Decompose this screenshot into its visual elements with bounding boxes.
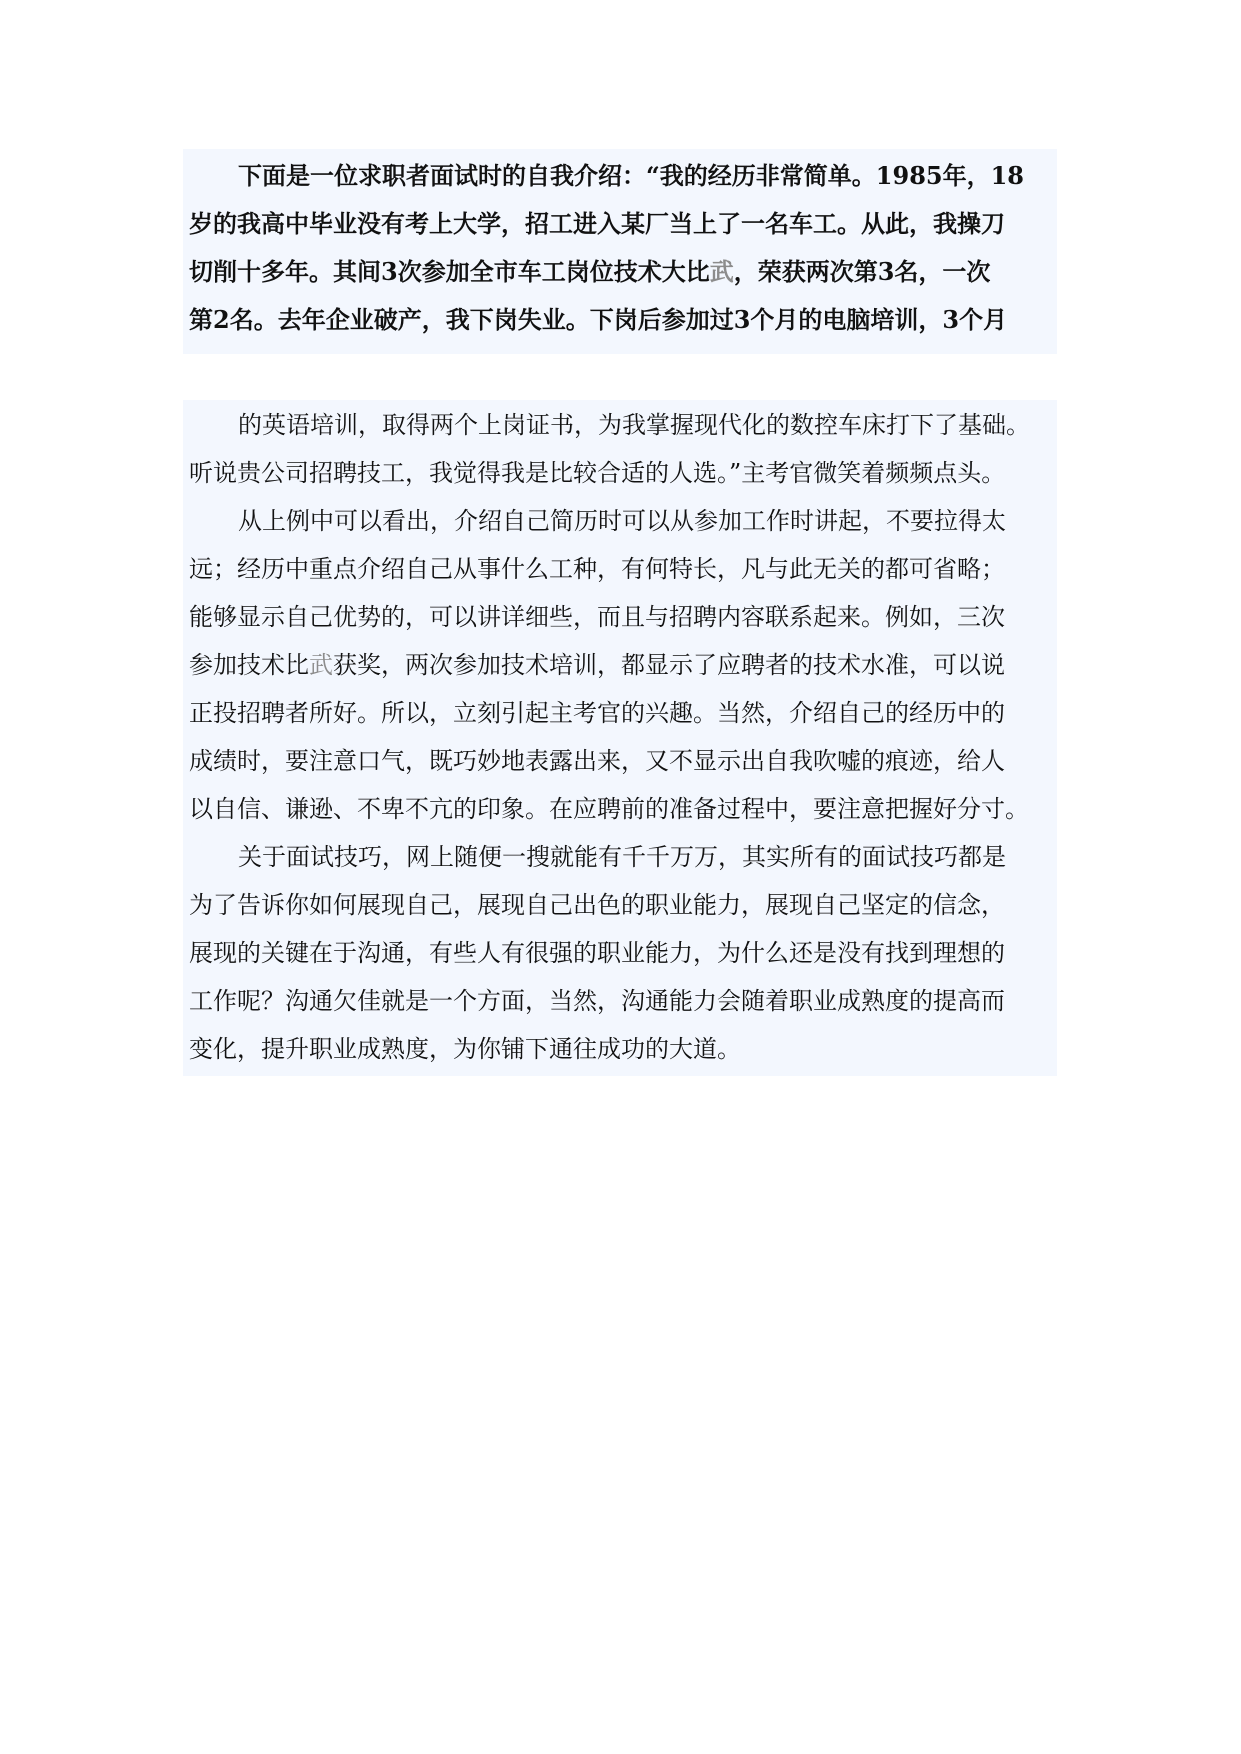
- paragraph-line: 以自信、谦逊、不卑不亢的印象。在应聘前的准备过程中，要注意把握好分寸。: [189, 795, 1029, 823]
- paragraph-line: 正投招聘者所好。所以，立刻引起主考官的兴趣。当然，介绍自己的经历中的: [189, 699, 1005, 727]
- paragraph-line: 关于面试技巧，网上随便一搜就能有千千万万，其实所有的面试技巧都是: [238, 843, 1006, 871]
- text-segment: 参加技术比: [189, 651, 309, 679]
- paragraph-line: 变化，提升职业成熟度，为你铺下通往成功的大道。: [189, 1035, 741, 1063]
- paragraph-line: 为了告诉你如何展现自己，展现自己出色的职业能力，展现自己坚定的信念，: [189, 891, 1005, 919]
- paragraph-line: 听说贵公司招聘技工，我觉得我是比较合适的人选。”主考官微笑着频频点头。: [189, 459, 1006, 487]
- paragraph-line: 第2名。去年企业破产，我下岗失业。下岗后参加过3个月的电脑培训，3个月: [189, 305, 1008, 334]
- paragraph-line: 能够显示自己优势的，可以讲详细些，而且与招聘内容联系起来。例如，三次: [189, 603, 1005, 631]
- paragraph-line: 的英语培训，取得两个上岗证书，为我掌握现代化的数控车床打下了基础。: [238, 411, 1030, 439]
- paragraph-line: [189, 650, 1005, 680]
- paragraph-line: 从上例中可以看出，介绍自己简历时可以从参加工作时讲起，不要拉得太: [238, 507, 1006, 535]
- paragraph-line: 岁的我高中毕业没有考上大学，招工进入某厂当上了一名车工。从此，我操刀: [189, 209, 1005, 238]
- text-block-main: [183, 400, 1057, 1076]
- paragraph-line: 工作呢？沟通欠佳就是一个方面，当然，沟通能力会随着职业成熟度的提高而: [189, 987, 1005, 1015]
- text-block-intro: [183, 149, 1057, 354]
- highlighted-character: 武: [709, 257, 734, 286]
- paragraph-line: [189, 257, 990, 287]
- paragraph-line: 成绩时，要注意口气，既巧妙地表露出来，又不显示出自我吹嘘的痕迹，给人: [189, 747, 1005, 775]
- paragraph-line: 展现的关键在于沟通，有些人有很强的职业能力，为什么还是没有找到理想的: [189, 939, 1005, 967]
- paragraph-line: 下面是一位求职者面试时的自我介绍：“我的经历非常简单。1985年，18: [238, 161, 1024, 190]
- paragraph-line: 远；经历中重点介绍自己从事什么工种，有何特长，凡与此无关的都可省略；: [189, 555, 1005, 583]
- text-segment: 获奖，两次参加技术培训，都显示了应聘者的技术水准，可以说: [333, 651, 1005, 679]
- highlighted-character: 武: [309, 651, 333, 679]
- text-segment: 切削十多年。其间3次参加全市车工岗位技术大比: [189, 257, 710, 286]
- text-segment: ，荣获两次第3名，一次: [733, 257, 991, 286]
